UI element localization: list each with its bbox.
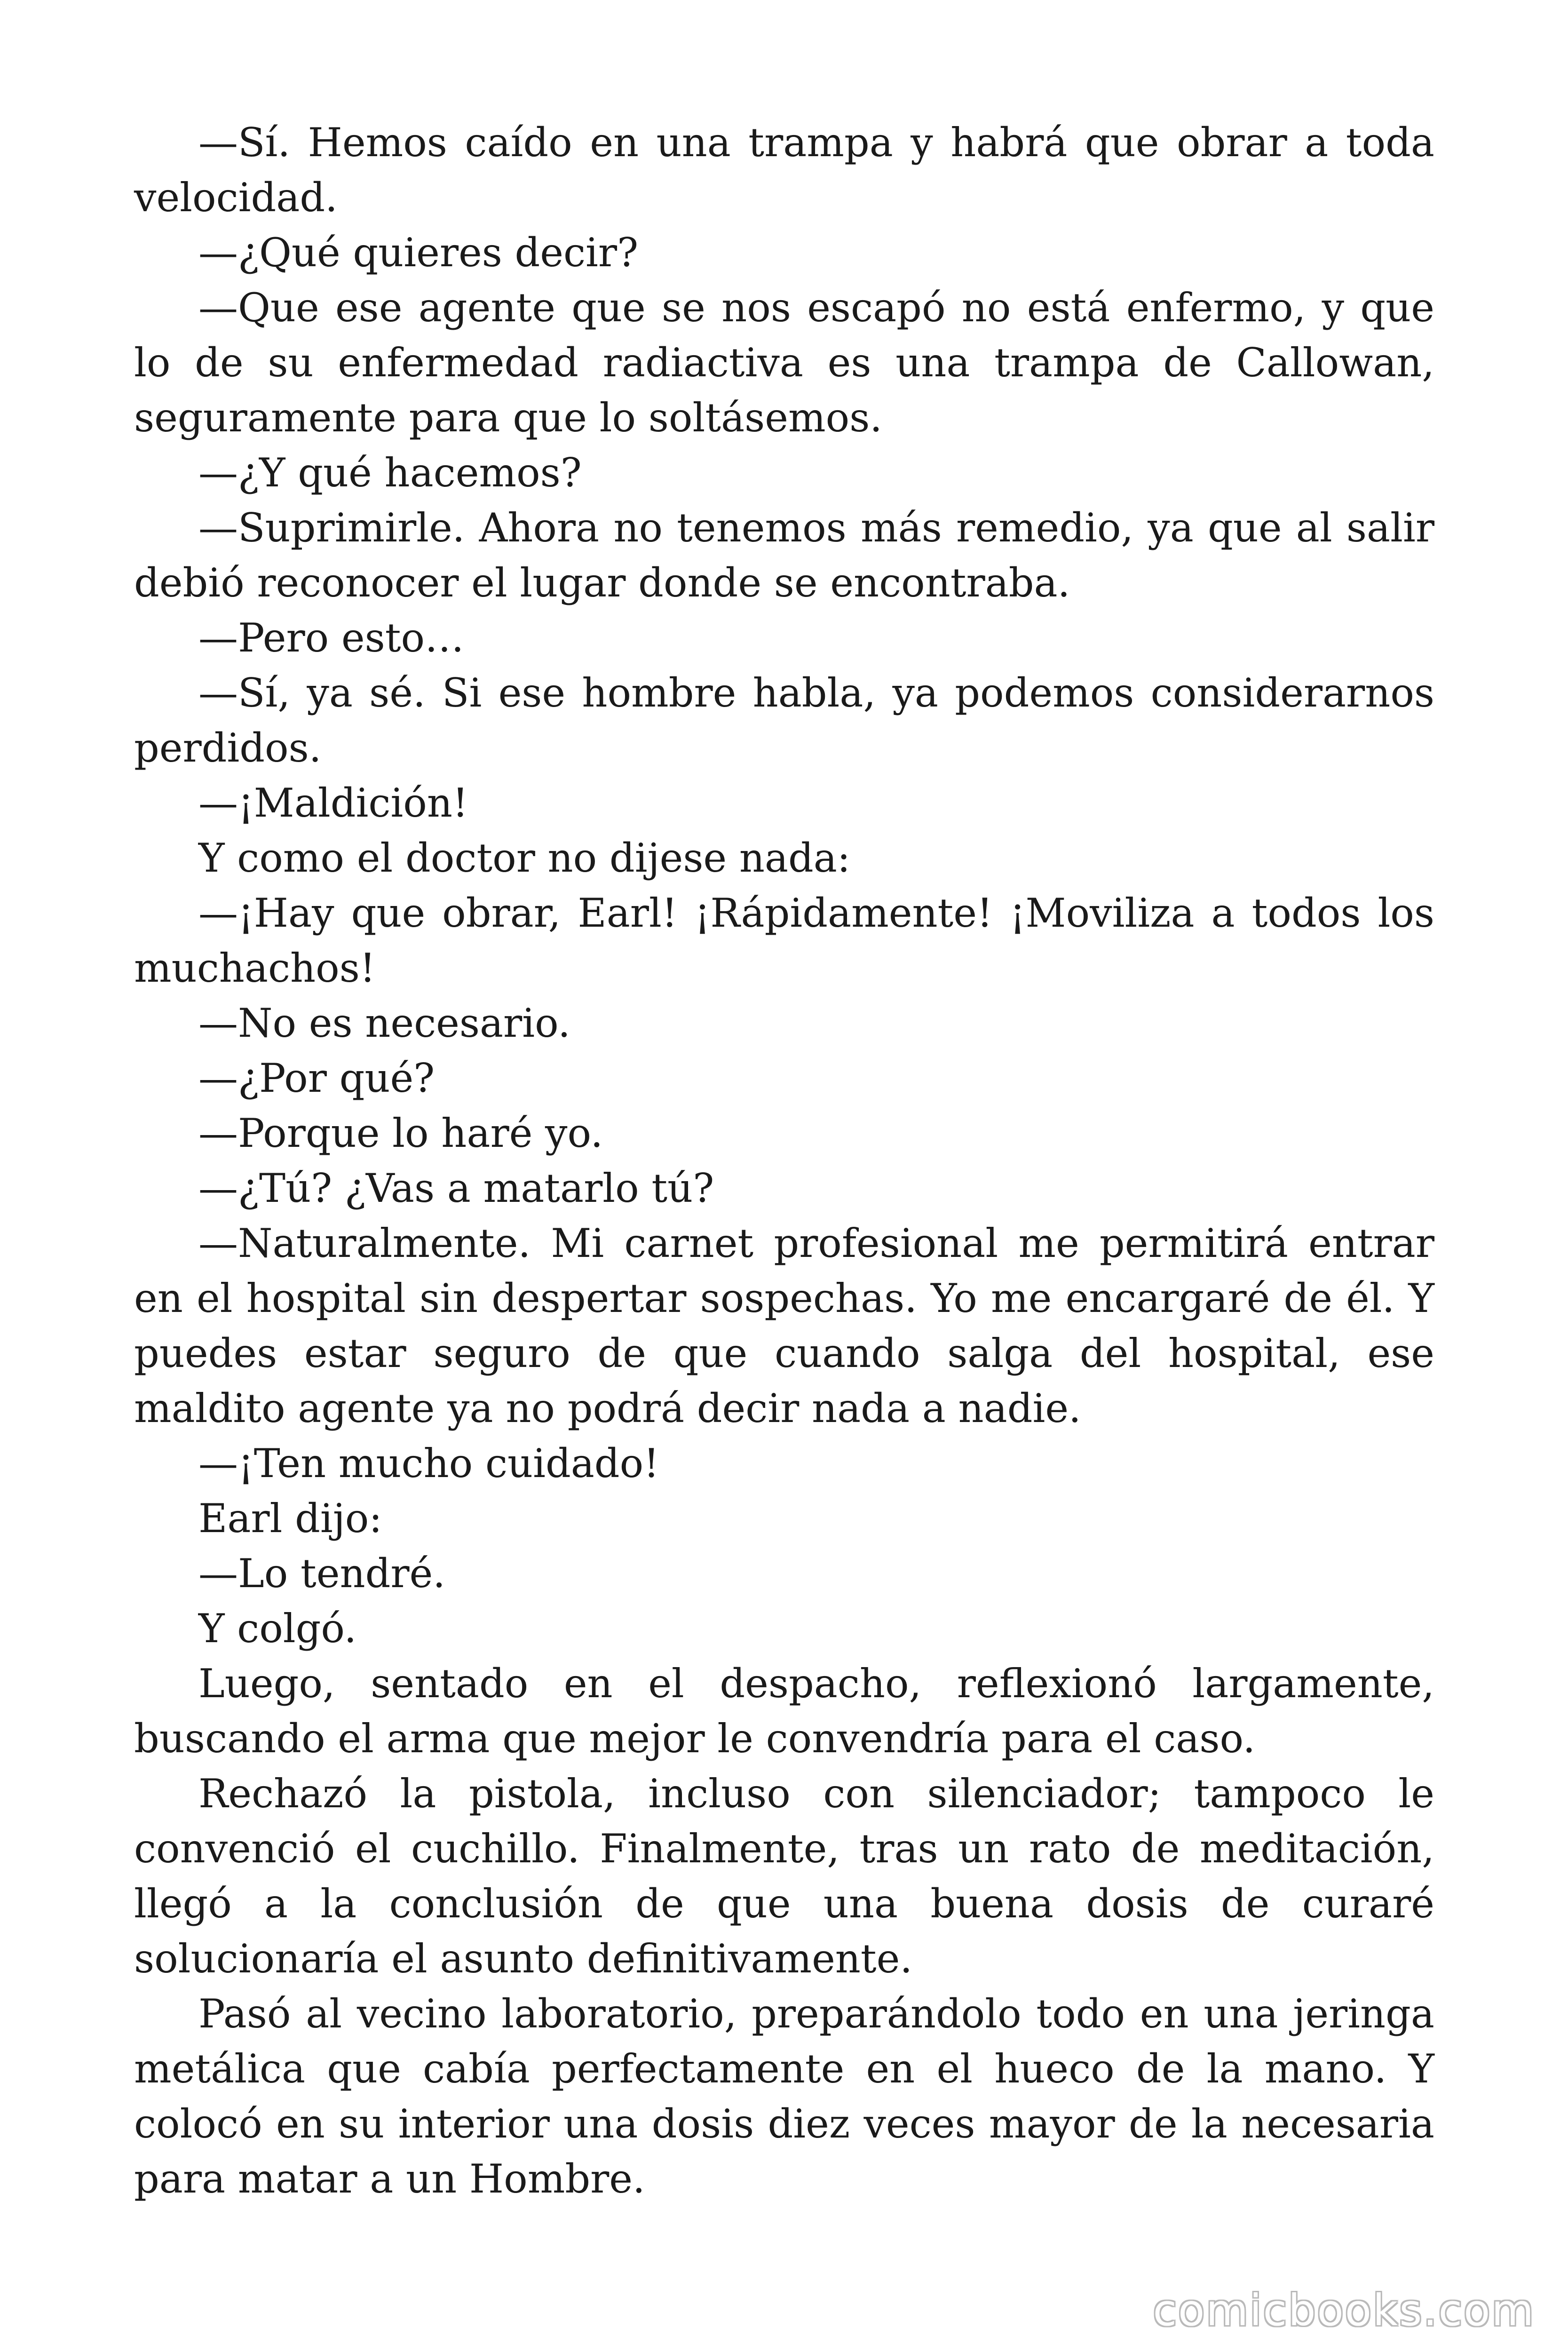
paragraph-4: —¿Y qué hacemos? <box>198 450 582 496</box>
paragraph-9: Y como el doctor no dijese nada: <box>198 835 851 881</box>
paragraph-6: —Pero esto… <box>198 615 465 661</box>
paragraph-14: —¿Tú? ¿Vas a matarlo tú? <box>198 1165 714 1211</box>
paragraph-16: —¡Ten mucho cuidado! <box>198 1440 659 1486</box>
paragraph-21: Rechazó la pistola, incluso con silenciador; tampoco le convenció el cuchillo. Finalmente, tras un rato de meditación, llegó a la conclusión de que una buena dosis de curaré solucionaría el asunto definitivamente. <box>134 1771 1434 1982</box>
paragraph-8: —¡Maldición! <box>198 780 468 826</box>
paragraph-2: —¿Qué quieres decir? <box>198 230 639 276</box>
paragraph-17: Earl dijo: <box>198 1495 382 1542</box>
watermark: comicbooks.com <box>1153 2285 1535 2336</box>
paragraph-22: Pasó al vecino laboratorio, preparándolo todo en una jeringa metálica que cabía perfectamente en el hueco de la mano. Y colocó en su interior una dosis diez veces mayor de la necesaria para matar a un Hombre. <box>134 1991 1434 2202</box>
paragraph-20: Luego, sentado en el despacho, reflexionó largamente, buscando el arma que mejor le convendría para el caso. <box>134 1661 1434 1762</box>
body-text <box>134 115 1434 2207</box>
paragraph-13: —Porque lo haré yo. <box>198 1110 603 1156</box>
paragraph-18: —Lo tendré. <box>198 1550 445 1597</box>
paragraph-1: —Sí. Hemos caído en una trampa y habrá que obrar a toda velocidad. <box>134 119 1434 221</box>
paragraph-15: —Naturalmente. Mi carnet profesional me permitirá entrar en el hospital sin despertar sospechas. Yo me encargaré de él. Y puedes estar seguro de que cuando salga del hospital, ese maldito agente ya no podrá decir nada a nadie. <box>134 1220 1434 1431</box>
paragraph-11: —No es necesario. <box>198 1000 570 1046</box>
paragraph-12: —¿Por qué? <box>198 1055 435 1101</box>
paragraph-5: —Suprimirle. Ahora no tenemos más remedio, ya que al salir debió reconocer el lugar donde se encontraba. <box>134 505 1434 606</box>
paragraph-10: —¡Hay que obrar, Earl! ¡Rápidamente! ¡Moviliza a todos los muchachos! <box>134 890 1434 991</box>
paragraph-3: —Que ese agente que se nos escapó no está enfermo, y que lo de su enfermedad radiactiva es una trampa de Callowan, seguramente para que lo soltásemos. <box>134 285 1434 441</box>
paragraph-7: —Sí, ya sé. Si ese hombre habla, ya podemos considerarnos perdidos. <box>134 670 1434 771</box>
paragraph-19: Y colgó. <box>198 1605 357 1652</box>
